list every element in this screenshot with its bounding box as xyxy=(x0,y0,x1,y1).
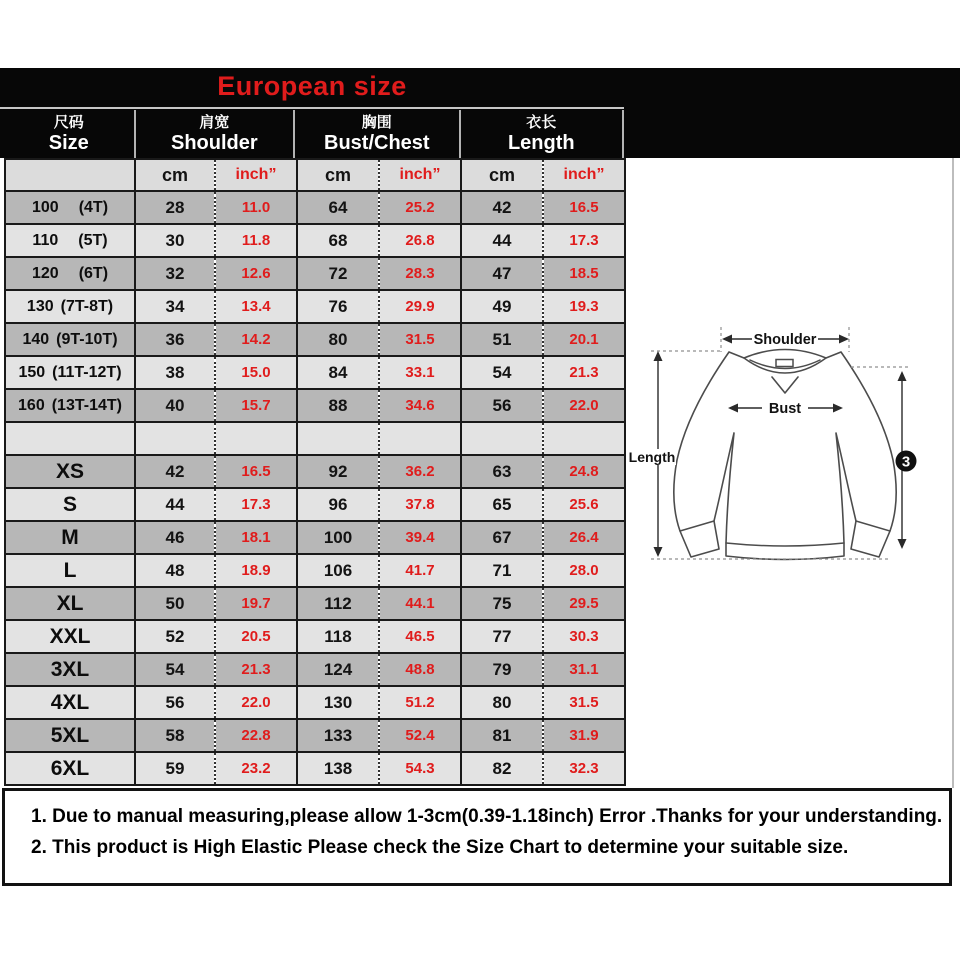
size-cell xyxy=(5,356,135,389)
arrow-down-icon xyxy=(898,539,907,549)
arrow-left-icon xyxy=(722,335,732,344)
cm-value-cell: 48 xyxy=(135,554,215,587)
size-label: 130 xyxy=(26,297,54,315)
inch-value-cell: 44.1 xyxy=(379,587,461,620)
unit-cm-label: cm xyxy=(297,159,379,191)
cm-value-cell: 138 xyxy=(297,752,379,785)
size-cell xyxy=(5,191,135,224)
cm-value-cell: 51 xyxy=(461,323,543,356)
table-row xyxy=(5,323,625,356)
inch-value-cell: 41.7 xyxy=(379,554,461,587)
size-label: 110 xyxy=(32,231,59,249)
cm-value-cell: 30 xyxy=(135,224,215,257)
inch-value-cell: 34.6 xyxy=(379,389,461,422)
table-row xyxy=(5,356,625,389)
table-row xyxy=(5,686,625,719)
table-row xyxy=(5,290,625,323)
inch-value-cell: 39.4 xyxy=(379,521,461,554)
cm-value-cell: 96 xyxy=(297,488,379,521)
size-cell xyxy=(5,752,135,785)
arrow-down-icon xyxy=(654,547,663,557)
inch-value-cell: 26.8 xyxy=(379,224,461,257)
inch-value-cell: 17.3 xyxy=(215,488,297,521)
size-cell xyxy=(5,257,135,290)
header-shoulder-en: Shoulder xyxy=(170,131,258,154)
cm-value-cell: 81 xyxy=(461,719,543,752)
inch-value-cell: 24.8 xyxy=(543,455,625,488)
cm-value-cell: 133 xyxy=(297,719,379,752)
size-label: 3XL xyxy=(50,657,90,681)
table-row xyxy=(5,587,625,620)
arrow-up-icon xyxy=(654,351,663,361)
cm-value-cell: 63 xyxy=(461,455,543,488)
inch-value-cell: 23.2 xyxy=(215,752,297,785)
cm-value-cell: 80 xyxy=(461,686,543,719)
cm-value-cell: 44 xyxy=(135,488,215,521)
size-label: L xyxy=(63,558,77,582)
header-cell-shoulder xyxy=(134,110,293,158)
cm-value-cell xyxy=(297,422,379,455)
unit-empty-cell xyxy=(5,159,135,191)
title-divider xyxy=(0,107,624,109)
inch-value-cell: 31.5 xyxy=(543,686,625,719)
size-cell xyxy=(5,653,135,686)
size-cell xyxy=(5,422,135,455)
footer-note-1: 1. Due to manual measuring,please allow 1-3cm(0.39-1.18inch) Error .Thanks for your understanding. xyxy=(31,806,943,827)
size-variant-label: (5T) xyxy=(78,231,108,249)
size-variant-label: (4T) xyxy=(78,198,109,216)
cm-value-cell: 84 xyxy=(297,356,379,389)
inch-value-cell: 22.0 xyxy=(215,686,297,719)
inch-value-cell: 18.9 xyxy=(215,554,297,587)
cm-value-cell: 68 xyxy=(297,224,379,257)
size-cell xyxy=(5,686,135,719)
inch-value-cell: 31.1 xyxy=(543,653,625,686)
size-cell xyxy=(5,587,135,620)
header-cell-size xyxy=(4,110,134,158)
cm-value-cell: 75 xyxy=(461,587,543,620)
inch-value-cell: 29.9 xyxy=(379,290,461,323)
unit-inch-label: inch” xyxy=(543,159,625,191)
size-cell xyxy=(5,323,135,356)
cm-value-cell: 36 xyxy=(135,323,215,356)
size-label: 100 xyxy=(31,198,59,216)
inch-value-cell: 33.1 xyxy=(379,356,461,389)
size-label: S xyxy=(62,492,77,516)
size-cell xyxy=(5,224,135,257)
table-row xyxy=(5,224,625,257)
header-size-zh: 尺码 xyxy=(53,113,84,131)
cm-value-cell: 32 xyxy=(135,257,215,290)
unit-cm-label: cm xyxy=(461,159,543,191)
size-label: 140 xyxy=(22,330,50,348)
size-table xyxy=(4,158,626,786)
size-label: 150 xyxy=(18,363,46,381)
inch-value-cell: 11.0 xyxy=(215,191,297,224)
inch-value-cell: 25.6 xyxy=(543,488,625,521)
inch-value-cell: 17.3 xyxy=(543,224,625,257)
cm-value-cell: 52 xyxy=(135,620,215,653)
inch-value-cell: 13.4 xyxy=(215,290,297,323)
cm-value-cell xyxy=(135,422,215,455)
table-row xyxy=(5,389,625,422)
inch-value-cell: 12.6 xyxy=(215,257,297,290)
unit-row xyxy=(5,159,625,191)
table-row xyxy=(5,422,625,455)
cm-value-cell: 65 xyxy=(461,488,543,521)
inch-value-cell: 15.0 xyxy=(215,356,297,389)
cm-value-cell: 64 xyxy=(297,191,379,224)
size-cell xyxy=(5,488,135,521)
size-label: XXL xyxy=(49,624,91,648)
size-label: 4XL xyxy=(50,690,90,714)
size-cell xyxy=(5,521,135,554)
inch-value-cell: 18.5 xyxy=(543,257,625,290)
table-row xyxy=(5,257,625,290)
cm-value-cell: 76 xyxy=(297,290,379,323)
inch-value-cell: 51.2 xyxy=(379,686,461,719)
table-row xyxy=(5,653,625,686)
cm-value-cell: 82 xyxy=(461,752,543,785)
size-cell xyxy=(5,620,135,653)
header-cell-bust xyxy=(293,110,458,158)
length-label: Length xyxy=(628,449,676,465)
size-cell xyxy=(5,554,135,587)
cm-value-cell: 38 xyxy=(135,356,215,389)
size-label: M xyxy=(61,525,79,549)
cm-value-cell: 100 xyxy=(297,521,379,554)
table-row xyxy=(5,488,625,521)
header-length-zh: 衣长 xyxy=(526,113,557,131)
footer-notes xyxy=(2,788,952,886)
inch-value-cell: 46.5 xyxy=(379,620,461,653)
cm-value-cell: 88 xyxy=(297,389,379,422)
garment-diagram xyxy=(618,315,958,580)
size-variant-label: (9T-10T) xyxy=(56,330,118,348)
table-row xyxy=(5,554,625,587)
table-row xyxy=(5,191,625,224)
table-row xyxy=(5,521,625,554)
inch-value-cell: 21.3 xyxy=(543,356,625,389)
inch-value-cell: 25.2 xyxy=(379,191,461,224)
inch-value-cell: 15.7 xyxy=(215,389,297,422)
size-table-body xyxy=(5,159,625,785)
inch-value-cell: 36.2 xyxy=(379,455,461,488)
size-variant-label: (13T-14T) xyxy=(51,396,122,414)
cm-value-cell: 124 xyxy=(297,653,379,686)
size-label: 5XL xyxy=(50,723,90,747)
table-row xyxy=(5,455,625,488)
cm-value-cell: 79 xyxy=(461,653,543,686)
inch-value-cell: 31.5 xyxy=(379,323,461,356)
inch-value-cell: 31.9 xyxy=(543,719,625,752)
inch-value-cell: 18.1 xyxy=(215,521,297,554)
header-cell-length xyxy=(459,110,622,158)
inch-value-cell: 26.4 xyxy=(543,521,625,554)
inch-value-cell: 54.3 xyxy=(379,752,461,785)
cm-value-cell: 46 xyxy=(135,521,215,554)
cm-value-cell: 54 xyxy=(461,356,543,389)
cm-value-cell: 28 xyxy=(135,191,215,224)
size-variant-label: (11T-12T) xyxy=(52,363,122,381)
inch-value-cell: 32.3 xyxy=(543,752,625,785)
cm-value-cell: 106 xyxy=(297,554,379,587)
inch-value-cell: 28.0 xyxy=(543,554,625,587)
inch-value-cell: 22.8 xyxy=(215,719,297,752)
size-label: 160 xyxy=(18,396,45,414)
chart-title: European size xyxy=(217,71,407,101)
cm-value-cell: 42 xyxy=(135,455,215,488)
badge-number: 3 xyxy=(901,453,911,471)
cm-value-cell: 47 xyxy=(461,257,543,290)
header-bust-zh: 胸围 xyxy=(361,113,392,131)
bust-label: Bust xyxy=(768,401,802,417)
inch-value-cell: 20.1 xyxy=(543,323,625,356)
table-row xyxy=(5,752,625,785)
unit-inch-label: inch” xyxy=(215,159,297,191)
size-cell xyxy=(5,389,135,422)
header-length-en: Length xyxy=(507,131,575,154)
header-bust-en: Bust/Chest xyxy=(324,131,430,154)
cm-value-cell: 50 xyxy=(135,587,215,620)
cm-value-cell: 67 xyxy=(461,521,543,554)
unit-cm-label: cm xyxy=(135,159,215,191)
footer-note-2: 2. This product is High Elastic Please check the Size Chart to determine your suitable size. xyxy=(31,837,849,858)
cm-value-cell: 77 xyxy=(461,620,543,653)
cm-value-cell xyxy=(461,422,543,455)
inch-value-cell: 52.4 xyxy=(379,719,461,752)
cm-value-cell: 118 xyxy=(297,620,379,653)
inch-value-cell: 29.5 xyxy=(543,587,625,620)
table-header-row xyxy=(4,110,624,158)
cm-value-cell: 59 xyxy=(135,752,215,785)
size-cell xyxy=(5,290,135,323)
cm-value-cell: 112 xyxy=(297,587,379,620)
inch-value-cell xyxy=(543,422,625,455)
inch-value-cell: 11.8 xyxy=(215,224,297,257)
inch-value-cell: 14.2 xyxy=(215,323,297,356)
inch-value-cell: 48.8 xyxy=(379,653,461,686)
table-row xyxy=(5,719,625,752)
header-size-en: Size xyxy=(48,131,89,154)
inch-value-cell xyxy=(379,422,461,455)
inch-value-cell: 19.7 xyxy=(215,587,297,620)
cm-value-cell: 42 xyxy=(461,191,543,224)
arrow-up-icon xyxy=(898,371,907,381)
cm-value-cell: 56 xyxy=(135,686,215,719)
cm-value-cell: 130 xyxy=(297,686,379,719)
size-cell xyxy=(5,719,135,752)
table-row xyxy=(5,620,625,653)
inch-value-cell: 22.0 xyxy=(543,389,625,422)
inch-value-cell xyxy=(215,422,297,455)
inch-value-cell: 19.3 xyxy=(543,290,625,323)
unit-inch-label: inch” xyxy=(379,159,461,191)
size-label: 6XL xyxy=(50,756,90,780)
inch-value-cell: 16.5 xyxy=(543,191,625,224)
size-cell xyxy=(5,455,135,488)
inch-value-cell: 21.3 xyxy=(215,653,297,686)
size-label: 120 xyxy=(31,264,59,282)
size-label: XL xyxy=(56,591,84,615)
cm-value-cell: 34 xyxy=(135,290,215,323)
inch-value-cell: 20.5 xyxy=(215,620,297,653)
inch-value-cell: 28.3 xyxy=(379,257,461,290)
cm-value-cell: 80 xyxy=(297,323,379,356)
header-shoulder-zh: 肩宽 xyxy=(199,113,230,131)
size-variant-label: (6T) xyxy=(78,264,109,282)
inch-value-cell: 37.8 xyxy=(379,488,461,521)
inch-value-cell: 16.5 xyxy=(215,455,297,488)
cm-value-cell: 92 xyxy=(297,455,379,488)
cm-value-cell: 40 xyxy=(135,389,215,422)
cm-value-cell: 54 xyxy=(135,653,215,686)
cm-value-cell: 72 xyxy=(297,257,379,290)
arrow-right-icon xyxy=(839,335,849,344)
size-label: XS xyxy=(55,459,84,483)
cm-value-cell: 49 xyxy=(461,290,543,323)
cm-value-cell: 58 xyxy=(135,719,215,752)
cm-value-cell: 71 xyxy=(461,554,543,587)
shoulder-label: Shoulder xyxy=(753,332,817,348)
cm-value-cell: 56 xyxy=(461,389,543,422)
size-variant-label: (7T-8T) xyxy=(60,297,114,315)
cm-value-cell: 44 xyxy=(461,224,543,257)
inch-value-cell: 30.3 xyxy=(543,620,625,653)
